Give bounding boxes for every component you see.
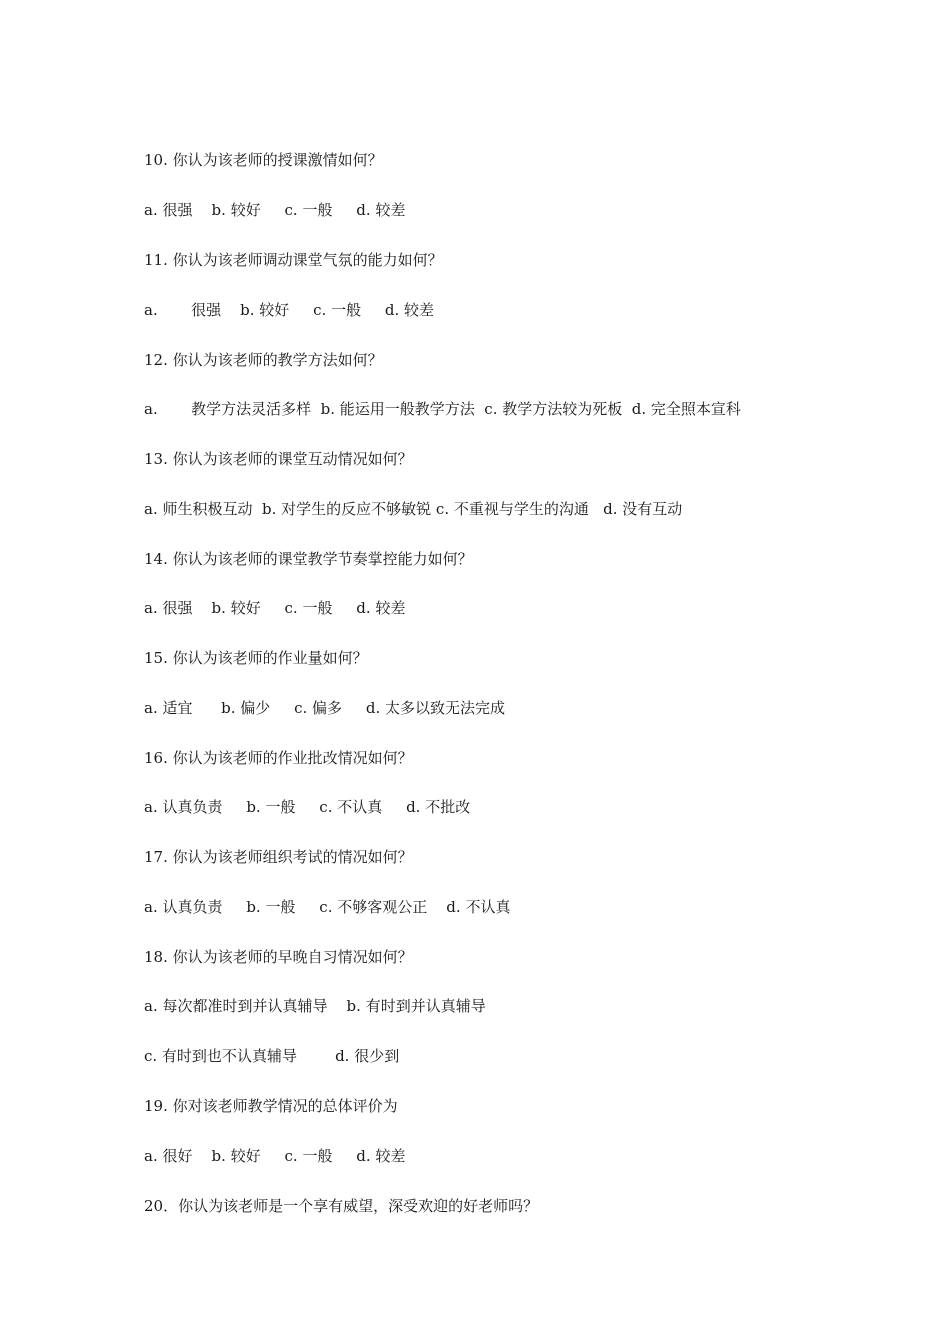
question-19-options: a. 很好 b. 较好 c. 一般 d. 较差 [144,1147,406,1165]
question-14: 14. 你认为该老师的课堂教学节奏掌控能力如何？ [144,550,473,568]
question-11-options: a. 很强 b. 较好 c. 一般 d. 较差 [144,301,435,319]
question-15-options: a. 适宜 b. 偏少 c. 偏多 d. 太多以致无法完成 [144,699,505,717]
question-18-options-2: c. 有时到也不认真辅导 d. 很少到 [144,1047,400,1065]
question-17-options: a. 认真负责 b. 一般 c. 不够客观公正 d. 不认真 [144,898,511,916]
question-17: 17. 你认为该老师组织考试的情况如何？ [144,848,413,866]
question-16: 16. 你认为该老师的作业批改情况如何？ [144,749,413,767]
question-13: 13. 你认为该老师的课堂互动情况如何？ [144,450,413,468]
question-20: 20．你认为该老师是一个享有威望，深受欢迎的好老师吗？ [144,1197,539,1215]
question-16-options: a. 认真负责 b. 一般 c. 不认真 d. 不批改 [144,798,471,816]
question-10: 10. 你认为该老师的授课激情如何？ [144,151,383,169]
question-18: 18. 你认为该老师的早晚自习情况如何？ [144,948,413,966]
question-12-options: a. 教学方法灵活多样 b. 能运用一般教学方法 c. 教学方法较为死板 d. 完全照本宣科 [144,400,741,418]
question-19: 19. 你对该老师教学情况的总体评价为 [144,1097,398,1115]
question-18-options-1: a. 每次都准时到并认真辅导 b. 有时到并认真辅导 [144,997,486,1015]
question-15: 15. 你认为该老师的作业量如何？ [144,649,368,667]
question-11: 11. 你认为该老师调动课堂气氛的能力如何？ [144,251,443,269]
question-12: 12. 你认为该老师的教学方法如何？ [144,351,383,369]
question-14-options: a. 很强 b. 较好 c. 一般 d. 较差 [144,599,406,617]
question-10-options: a. 很强 b. 较好 c. 一般 d. 较差 [144,201,406,219]
question-13-options: a. 师生积极互动 b. 对学生的反应不够敏锐 c. 不重视与学生的沟通 d. 没有互动 [144,500,683,518]
